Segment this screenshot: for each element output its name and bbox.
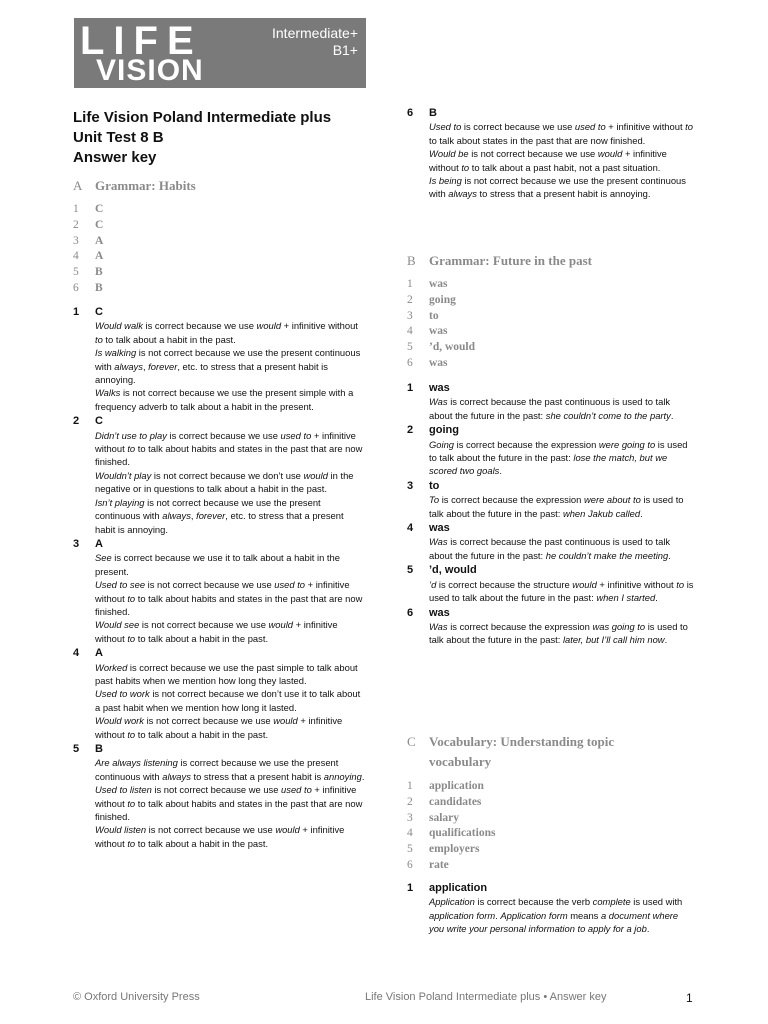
explanation-number: 4 <box>407 522 414 535</box>
explanation-text: Was is correct because the past continuous is used to talk about the future in the past: she couldn’t come to the party. <box>429 396 674 421</box>
explanation-number: 3 <box>73 537 80 550</box>
explanation-number: 6 <box>407 606 414 619</box>
title-line-1: Life Vision Poland Intermediate plus <box>73 109 332 126</box>
answer-number: 4 <box>407 325 413 338</box>
page-title <box>73 108 331 168</box>
answer-item <box>407 309 475 325</box>
answer-number: 3 <box>407 309 413 322</box>
explanation-text: Didn’t use to play is correct because we use used to + infinitive without to to talk about habits and states in the past that are now finished. Wouldn’t play is not correct because we don’t use would in the negative or in questions to talk about a habit in the past. Isn’t playing is not correct because we use the present continuous with always, forever, etc. to stress that a present habit is annoying. <box>95 429 363 535</box>
answer-item <box>407 795 495 811</box>
explanation-answer: was <box>429 522 450 535</box>
answer-item <box>73 281 103 297</box>
answer-number: 3 <box>73 234 79 247</box>
answer-value: candidates <box>429 795 482 808</box>
section-c-letter: C <box>407 734 416 749</box>
explanation-answer: going <box>429 424 459 437</box>
explanation-answer: ’d, would <box>429 564 477 577</box>
answer-item <box>73 202 103 218</box>
level-line-2: B1+ <box>332 42 358 58</box>
level-line-1: Intermediate+ <box>272 25 358 41</box>
explanation-text: Was is correct because the expression was going to is used to talk about the future in the past: later, but I’ll call him now. <box>429 620 688 646</box>
answer-item <box>73 218 103 234</box>
explanation-text: See is correct because we use it to talk about a habit in the present. Used to see is not correct because we use used to + infinitive without to to talk about habits and states in the past that are now finished. Would see is not correct because we use would + infinitive without to to talk about a habit in the past. <box>95 552 363 644</box>
title-line-3: Answer key <box>73 149 157 166</box>
answer-value: employers <box>429 843 480 856</box>
explanation-text: Used to is correct because we use used to + infinitive without to to talk about states in the past that are now finished. Would be is not correct because we use would + infinitive without to to talk about a past habit, not a past situation. Is being is not correct because we use the present continuous with always to stress that a present habit is annoying. <box>429 121 693 200</box>
section-a-letter: A <box>73 178 83 193</box>
explanation-number: 3 <box>407 479 414 492</box>
answer-value: salary <box>429 811 460 824</box>
explanation-text: Would walk is correct because we use would + infinitive without to to talk about a habit in the past. Is walking is not correct because we use the present continuous with always, forever, etc. to stress that a present habit is annoying. Walks is not correct because we use the present simple with a frequency adverb to talk about a habit in the present. <box>95 320 361 412</box>
explanation-text: ’d is correct because the structure would + infinitive without to is used to talk about the future in the past: when I started. <box>429 578 694 604</box>
answer-value: to <box>429 309 439 322</box>
answer-value: was <box>429 356 448 369</box>
answer-value: C <box>95 218 104 231</box>
explanation-number: 1 <box>407 382 414 394</box>
explanation-number: 2 <box>73 415 80 428</box>
answer-value: A <box>95 250 104 263</box>
answer-item <box>407 858 495 874</box>
explanation-text: Was is correct because the past continuous is used to talk about the future in the past: he couldn’t make the meeting. <box>429 536 671 561</box>
level-label <box>272 25 358 59</box>
answer-number: 2 <box>73 218 79 231</box>
section-c-title-line-2: vocabulary <box>429 754 492 769</box>
explanation-item <box>407 424 695 478</box>
footer-book-title: Life Vision Poland Intermediate plus • Answer key <box>365 991 607 1003</box>
explanation-answer: application <box>429 882 488 894</box>
explanation-item <box>73 647 365 741</box>
section-c-title-line-1: Vocabulary: Understanding topic <box>429 734 615 749</box>
explanation-answer: A <box>95 537 103 550</box>
explanation-number: 1 <box>73 306 80 318</box>
answer-value: was <box>429 278 448 290</box>
explanation-item <box>407 882 695 936</box>
answer-value: was <box>429 325 448 338</box>
section-a-explanations-col2 <box>407 107 695 203</box>
title-line-2: Unit Test 8 B <box>73 129 164 146</box>
explanation-item <box>407 522 695 562</box>
answer-number: 1 <box>407 780 413 792</box>
explanation-answer: C <box>95 415 103 428</box>
explanation-text: Worked is correct because we use the past simple to talk about past habits when we mention how long they lasted. Used to work is not correct because we don’t use it to talk about a past habit when we mention how long it lasted. Would work is not correct because we use would + infinitive without to to talk about a habit in the past. <box>95 661 361 740</box>
explanation-number: 5 <box>73 743 80 755</box>
answer-number: 3 <box>407 811 413 824</box>
explanation-text: Are always listening is correct because we use the present continuous with always to stress that a present habit is annoying. Used to listen is not correct because we use used to + infinitive without to to talk about habits and states in the past that are now finished. Would listen is not correct because we use would + infinitive without to to talk about a habit in the past. <box>95 757 365 849</box>
explanation-item <box>407 480 695 520</box>
answer-number: 5 <box>73 266 79 279</box>
explanation-answer: C <box>95 306 103 318</box>
answer-item <box>407 779 495 795</box>
section-a-title: Grammar: Habits <box>95 178 196 193</box>
explanation-item <box>407 382 695 422</box>
section-b-explanations <box>407 382 695 649</box>
answer-number: 1 <box>73 203 79 215</box>
section-b-answer-list <box>407 277 475 372</box>
answer-number: 4 <box>73 250 79 263</box>
header-banner <box>74 18 366 88</box>
logo-life-text: LIFE <box>80 19 203 63</box>
answer-number: 2 <box>407 293 413 306</box>
answer-item <box>407 826 495 842</box>
explanation-item <box>73 415 365 536</box>
answer-number: 1 <box>407 278 413 290</box>
answer-number: 5 <box>407 341 413 354</box>
explanation-item <box>407 607 695 647</box>
page-number: 1 <box>686 991 693 1005</box>
answer-number: 5 <box>407 843 413 856</box>
answer-value: ’d, would <box>429 341 476 354</box>
answer-number: 6 <box>73 281 79 294</box>
answer-value: going <box>429 293 456 306</box>
section-b-title: Grammar: Future in the past <box>429 253 592 268</box>
answer-item <box>407 324 475 340</box>
section-a-heading <box>73 176 196 196</box>
section-a-explanations-col1 <box>73 306 365 852</box>
section-c-explanations <box>407 882 695 938</box>
answer-value: application <box>429 780 484 792</box>
explanation-number: 2 <box>407 424 414 437</box>
explanation-text: To is correct because the expression were about to is used to talk about the future in the past: when Jakub called. <box>429 494 684 519</box>
section-b-heading <box>407 251 592 271</box>
explanation-text: Going is correct because the expression were going to is used to talk about the future in the past: lose the match, but we scored two goals. <box>429 438 688 477</box>
section-c-answer-list <box>407 779 495 874</box>
explanation-item <box>73 538 365 645</box>
explanation-item <box>73 306 365 413</box>
explanation-answer: was <box>429 382 450 394</box>
footer-copyright: © Oxford University Press <box>73 991 200 1003</box>
explanation-number: 5 <box>407 564 414 577</box>
answer-item <box>73 249 103 265</box>
answer-value: qualifications <box>429 827 496 840</box>
explanation-number: 4 <box>73 647 80 660</box>
answer-item <box>407 811 495 827</box>
answer-item <box>73 265 103 281</box>
answer-item <box>407 293 475 309</box>
logo-vision-text: VISION <box>96 54 204 87</box>
answer-number: 6 <box>407 858 413 871</box>
answer-number: 2 <box>407 795 413 808</box>
explanation-text: Application is correct because the verb complete is used with application form. Application form means a document where you write your personal information to apply for a job. <box>429 896 683 935</box>
answer-item <box>407 340 475 356</box>
explanation-item <box>407 564 695 604</box>
answer-value: A <box>95 234 104 247</box>
answer-item <box>407 356 475 372</box>
explanation-answer: A <box>95 647 103 660</box>
answer-number: 6 <box>407 356 413 369</box>
answer-value: rate <box>429 858 449 871</box>
answer-item <box>407 277 475 293</box>
explanation-answer: to <box>429 479 440 492</box>
explanation-answer: B <box>429 107 437 119</box>
answer-number: 4 <box>407 827 413 840</box>
explanation-number: 6 <box>407 107 414 119</box>
answer-item <box>407 842 495 858</box>
section-b-letter: B <box>407 253 416 268</box>
section-a-answer-list <box>73 202 103 297</box>
answer-value: B <box>95 281 103 294</box>
answer-value: C <box>95 203 104 215</box>
answer-value: B <box>95 266 103 279</box>
explanation-answer: was <box>429 606 450 619</box>
explanation-item <box>73 743 365 850</box>
explanation-answer: B <box>95 743 103 755</box>
answer-item <box>73 234 103 250</box>
explanation-number: 1 <box>407 882 414 894</box>
explanation-item <box>407 107 695 201</box>
section-c-heading <box>407 732 614 772</box>
